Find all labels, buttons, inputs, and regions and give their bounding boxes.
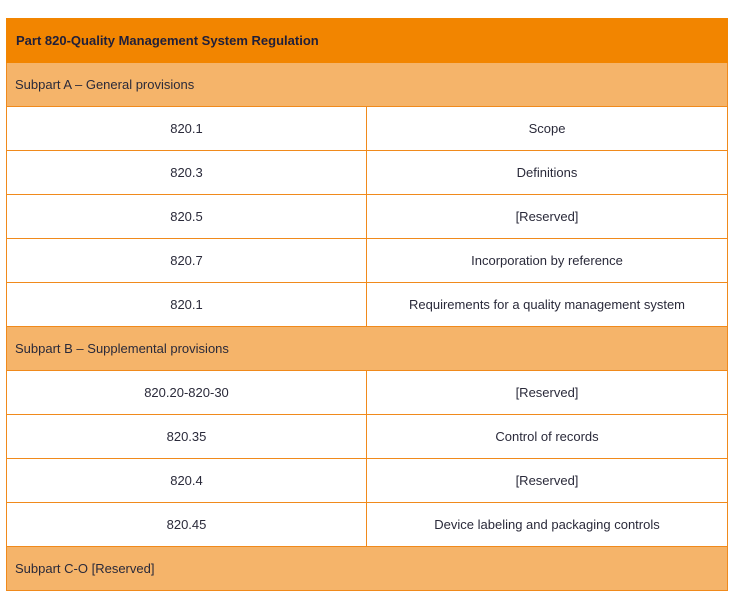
section-row bbox=[7, 195, 728, 239]
subpart-label: Subpart B – Supplemental provisions bbox=[7, 327, 728, 371]
section-number: 820.1 bbox=[7, 107, 367, 151]
subpart-row bbox=[7, 547, 728, 591]
section-description: Incorporation by reference bbox=[367, 239, 728, 283]
section-row bbox=[7, 371, 728, 415]
section-description: [Reserved] bbox=[367, 195, 728, 239]
section-description: Requirements for a quality management system bbox=[367, 283, 728, 327]
title-row bbox=[7, 19, 728, 63]
section-row bbox=[7, 415, 728, 459]
section-number: 820.45 bbox=[7, 503, 367, 547]
subpart-label: Subpart C-O [Reserved] bbox=[7, 547, 728, 591]
section-description: Device labeling and packaging controls bbox=[367, 503, 728, 547]
section-number: 820.1 bbox=[7, 283, 367, 327]
section-description: Control of records bbox=[367, 415, 728, 459]
table-title: Part 820-Quality Management System Regulation bbox=[7, 19, 728, 63]
section-number: 820.3 bbox=[7, 151, 367, 195]
section-row bbox=[7, 107, 728, 151]
section-number: 820.4 bbox=[7, 459, 367, 503]
section-number: 820.7 bbox=[7, 239, 367, 283]
section-description: Definitions bbox=[367, 151, 728, 195]
section-row bbox=[7, 239, 728, 283]
section-description: [Reserved] bbox=[367, 371, 728, 415]
section-number: 820.5 bbox=[7, 195, 367, 239]
subpart-label: Subpart A – General provisions bbox=[7, 63, 728, 107]
section-row bbox=[7, 151, 728, 195]
section-number: 820.35 bbox=[7, 415, 367, 459]
subpart-row bbox=[7, 63, 728, 107]
regulation-table-body bbox=[7, 19, 728, 591]
regulation-table bbox=[6, 18, 728, 591]
section-number: 820.20-820-30 bbox=[7, 371, 367, 415]
section-row bbox=[7, 503, 728, 547]
section-row bbox=[7, 459, 728, 503]
subpart-row bbox=[7, 327, 728, 371]
section-row bbox=[7, 283, 728, 327]
section-description: Scope bbox=[367, 107, 728, 151]
section-description: [Reserved] bbox=[367, 459, 728, 503]
